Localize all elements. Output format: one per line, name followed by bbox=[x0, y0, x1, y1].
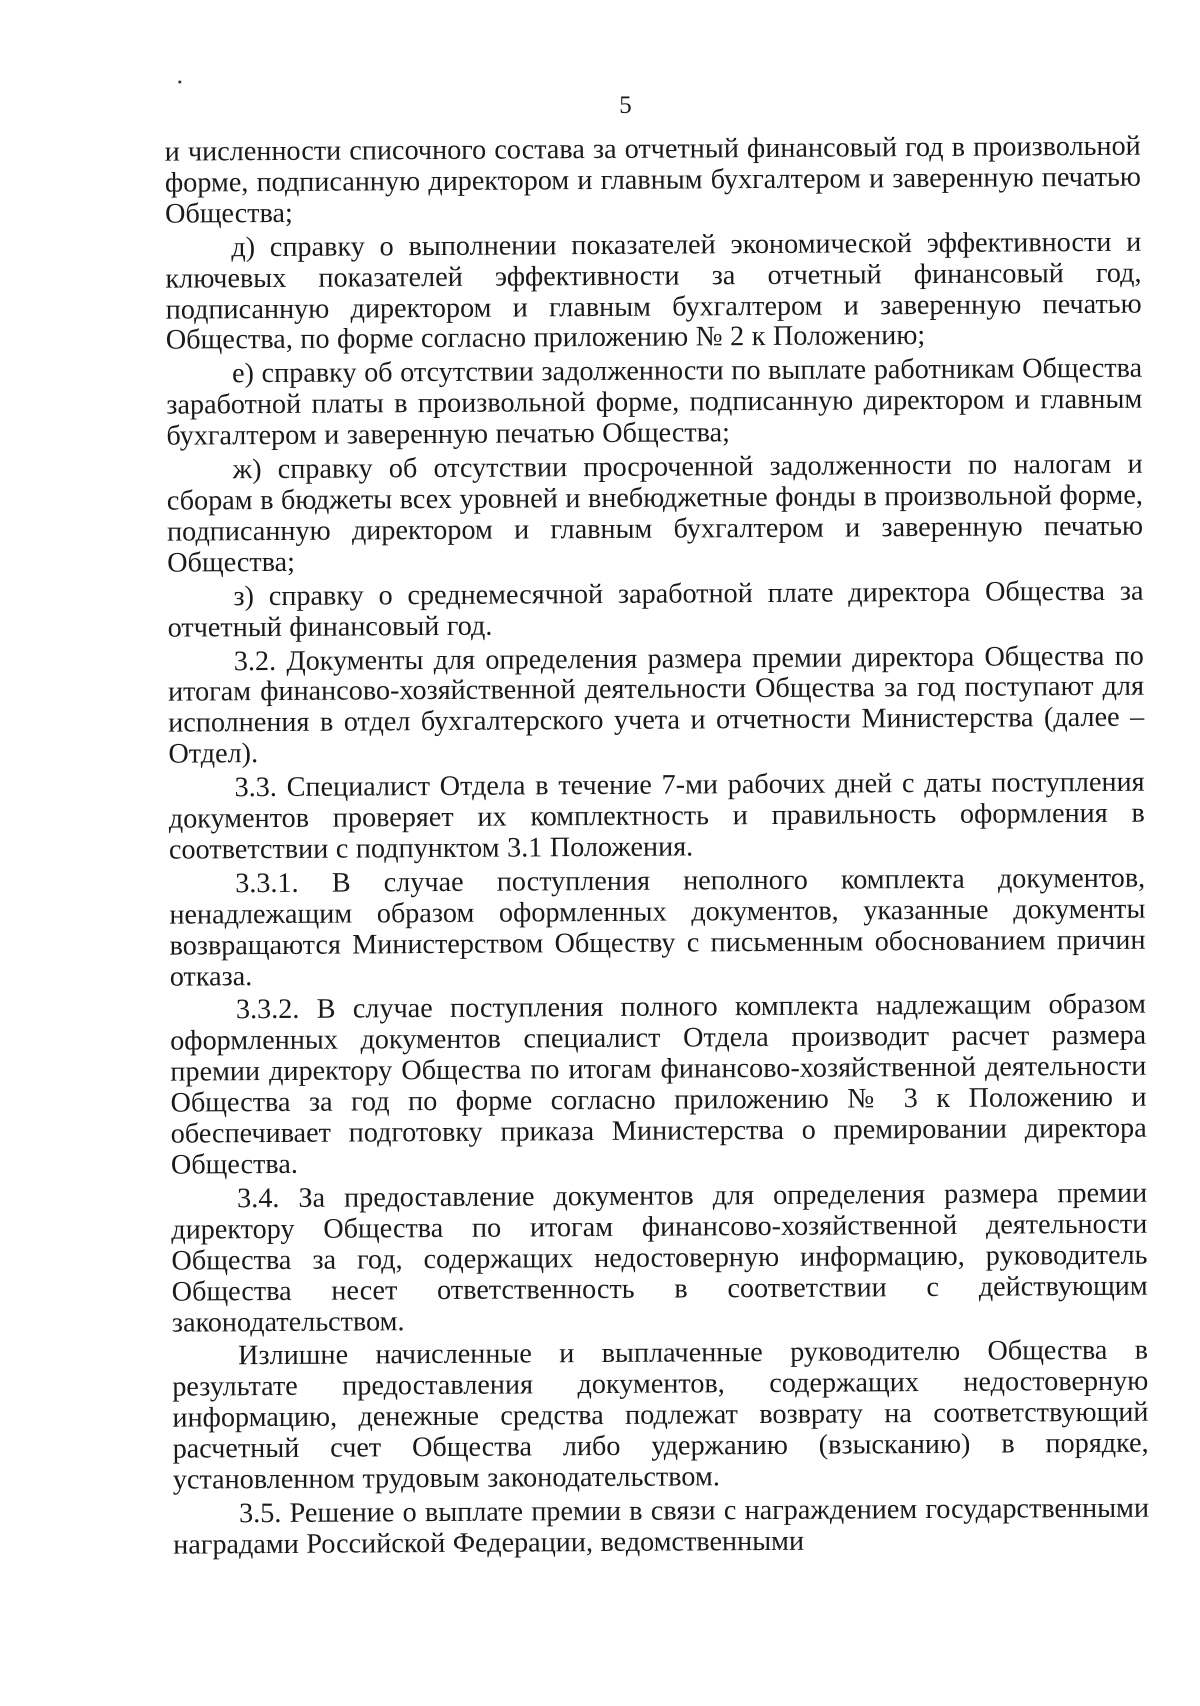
paragraph-item-d: д) справку о выполнении показателей экономической эффективности и ключевых показателей эффективности за отчетный финансовый год, подписанную директором и главным бухгалтером и заверенную печатью Общества, по форме согласно приложению № 2 к Положению; bbox=[165, 226, 1142, 357]
paragraph-section-3-2: 3.2. Документы для определения размера премии директора Общества по итогам финансово-хозяйственной деятельности Общества за год поступают для исполнения в отдел бухгалтерского учета и отчетности Министерства (далее – Отдел). bbox=[167, 640, 1145, 770]
paragraph-item-zh: ж) справку об отсутствии просроченной задолженности по налогам и сборам в бюджеты всех уровней и внебюджетные фонды в произвольной форме, подписанную директором и главным бухгалтером и заверенную печатью Общества; bbox=[166, 448, 1144, 579]
paragraph-section-3-5: 3.5. Решение о выплате премии в связи с награждением государственными наградами Российской Федерации, ведомственными bbox=[173, 1492, 1150, 1561]
paragraph-excess-payments: Излишне начисленные и выплаченные руководителю Общества в результате предоставления документов, содержащих недостоверную информацию, денежные средства подлежат возврату на соответствующий расчетный счет Общества либо удержанию (взысканию) в порядке, установленном трудовым законодательством. bbox=[172, 1335, 1149, 1496]
paragraph-item-e: е) справку об отсутствии задолженности по выплате работникам Общества заработной платы в произвольной форме, подписанную директором и главным бухгалтером и заверенную печатью Общества; bbox=[166, 353, 1143, 452]
paragraph-section-3-3-1: 3.3.1. В случае поступления неполного комплекта документов, ненадлежащим образом оформленных документов, указанные документы возвращаются Министерством Обществу с письменным обоснованием причин отказа. bbox=[169, 862, 1146, 993]
paragraph-item-z: з) справку о среднемесячной заработной плате директора Общества за отчетный финансовый год. bbox=[167, 575, 1144, 644]
paragraph-section-3-3: 3.3. Специалист Отдела в течение 7-ми рабочих дней с даты поступления документов проверяет их комплектность и правильность оформления в соответствии с подпунктом 3.1 Положения. bbox=[168, 766, 1145, 866]
scan-speck bbox=[178, 81, 181, 84]
paragraph-continuation: и численности списочного состава за отчетный финансовый год в произвольной форме, подписанную директором и главным бухгалтером и заверенную печатью Общества; bbox=[164, 130, 1141, 230]
document-body bbox=[165, 132, 1150, 1565]
paragraph-section-3-3-2: 3.3.2. В случае поступления полного комплекта надлежащим образом оформленных документов специалист Отдела производит расчет размера премии директору Общества по итогам финансово-хозяйственной деятельности Общества за год по форме согласно приложению № 3 к Положению и обеспечивает подготовку приказа Министерства о премировании директора Общества. bbox=[170, 989, 1147, 1181]
paragraph-section-3-4: 3.4. За предоставление документов для определения размера премии директору Общества по итогам финансово-хозяйственной деятельности Общества за год, содержащих недостоверную информацию, руководитель Общества несет ответственность в соответствии с действующим законодательством. bbox=[171, 1177, 1148, 1339]
page-number: 5 bbox=[619, 91, 632, 119]
